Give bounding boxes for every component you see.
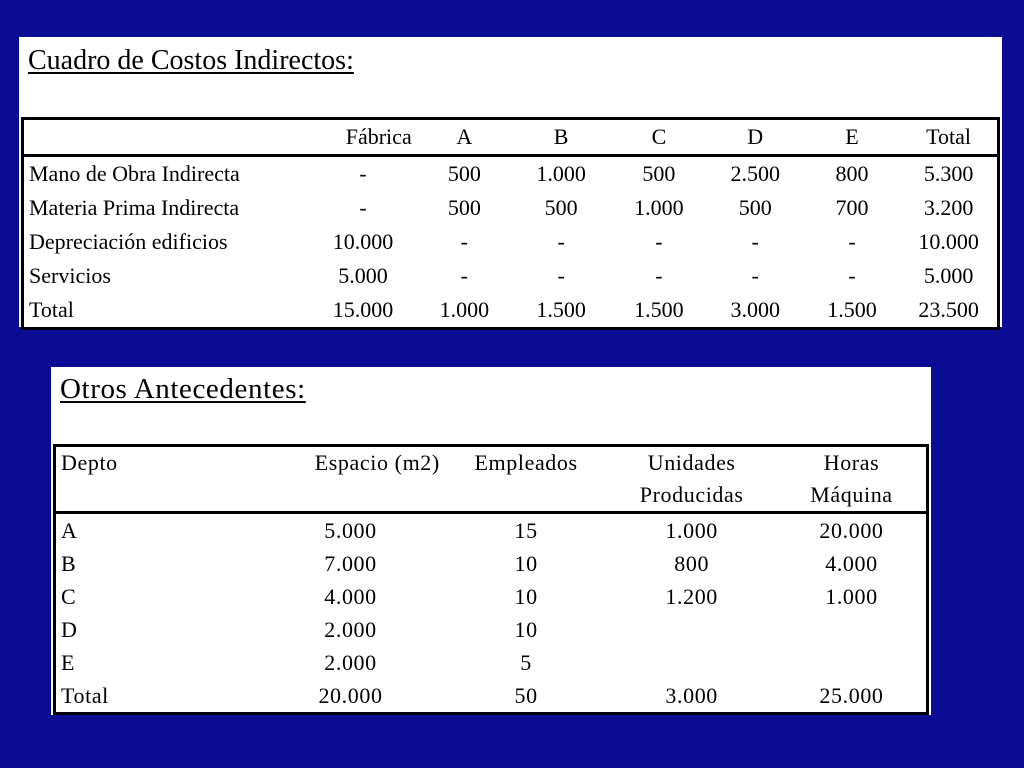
header-cell: B — [511, 119, 611, 156]
row-label: B — [61, 551, 77, 576]
otros-antecedentes-panel — [51, 367, 931, 715]
row-label: Total — [29, 297, 74, 322]
header-cell: C — [611, 119, 706, 156]
cuadro-costos-title: Cuadro de Costos Indirectos: — [28, 45, 354, 76]
header-cell: E — [804, 119, 900, 156]
table-cell: 4.000 — [324, 584, 377, 609]
table-cell: 800 — [674, 551, 710, 576]
table-cell — [777, 613, 928, 646]
table-header-row — [55, 479, 928, 513]
table-row — [55, 547, 928, 580]
table-cell: - — [751, 229, 759, 254]
row-label: Materia Prima Indirecta — [29, 195, 240, 220]
table-total-row — [23, 293, 999, 329]
table-cell: - — [751, 263, 759, 288]
row-label: C — [61, 584, 77, 609]
table-cell: - — [848, 263, 856, 288]
table-cell: 800 — [835, 161, 869, 186]
table-cell: - — [460, 229, 468, 254]
table-cell: 7.000 — [324, 551, 377, 576]
table-cell: - — [359, 195, 367, 220]
table-cell — [606, 613, 777, 646]
table-cell: 1.500 — [634, 297, 684, 322]
table-cell: 1.000 — [439, 297, 490, 322]
table-cell — [606, 646, 777, 679]
table-cell: - — [557, 229, 565, 254]
table-header-row — [23, 119, 999, 156]
table-cell: 5.000 — [324, 518, 377, 543]
header-cell: Fábrica — [308, 119, 417, 156]
header-cell: Total — [900, 119, 998, 156]
table-row — [55, 613, 928, 646]
header-cell: Máquina — [777, 479, 928, 513]
table-cell: 500 — [447, 195, 481, 220]
table-cell: 700 — [835, 195, 869, 220]
header-cell — [23, 119, 309, 156]
table-row — [55, 513, 928, 548]
table-cell: 1.500 — [827, 297, 877, 322]
table-cell: 2.000 — [324, 617, 377, 642]
table-cell: 5.000 — [338, 263, 388, 288]
header-cell: Producidas — [606, 479, 777, 513]
table-cell: - — [557, 263, 565, 288]
table-row — [23, 259, 999, 293]
table-cell: - — [460, 263, 468, 288]
table-cell: - — [359, 161, 367, 186]
cuadro-costos-table — [21, 117, 1000, 330]
table-row — [23, 191, 999, 225]
row-label: A — [61, 518, 78, 543]
table-cell: 3.000 — [730, 297, 780, 322]
row-label: E — [61, 650, 76, 675]
table-cell: 10.000 — [918, 229, 979, 254]
header-cell: D — [707, 119, 804, 156]
table-row — [55, 646, 928, 679]
cuadro-costos-panel — [19, 37, 1002, 327]
table-cell: 1.000 — [665, 518, 718, 543]
otros-antecedentes-title: Otros Antecedentes: — [60, 373, 306, 405]
header-cell: Unidades — [647, 450, 736, 475]
header-cell — [55, 479, 256, 513]
table-total-row — [55, 679, 928, 714]
table-cell: 23.500 — [918, 297, 979, 322]
table-cell: 500 — [642, 161, 676, 186]
table-cell: 1.000 — [825, 584, 878, 609]
table-cell: 50 — [514, 683, 538, 708]
header-cell — [446, 479, 607, 513]
table-cell: 15.000 — [332, 297, 394, 322]
table-cell: 500 — [544, 195, 578, 220]
table-cell: 1.000 — [634, 195, 684, 220]
row-label: Total — [61, 683, 109, 708]
header-cell — [255, 479, 446, 513]
table-cell: 4.000 — [825, 551, 878, 576]
table-cell: 20.000 — [819, 518, 884, 543]
table-cell — [777, 646, 928, 679]
table-cell: 10 — [514, 551, 538, 576]
table-cell: 10 — [514, 617, 538, 642]
header-cell: Depto — [61, 450, 118, 475]
table-cell: - — [848, 229, 856, 254]
table-cell: 5.000 — [923, 263, 974, 288]
table-cell: 2.500 — [730, 161, 780, 186]
table-cell: 500 — [738, 195, 772, 220]
table-row — [55, 580, 928, 613]
header-cell: A — [418, 119, 511, 156]
table-cell: 5.300 — [923, 161, 974, 186]
table-cell: 10.000 — [332, 229, 394, 254]
table-header-row — [55, 446, 928, 480]
row-label: D — [61, 617, 78, 642]
row-label: Servicios — [29, 263, 111, 288]
table-row — [23, 156, 999, 192]
table-cell: 3.000 — [665, 683, 718, 708]
header-cell: Horas — [823, 450, 880, 475]
table-cell: 1.200 — [665, 584, 718, 609]
table-row — [23, 225, 999, 259]
table-cell: 1.500 — [536, 297, 586, 322]
table-cell: 1.000 — [536, 161, 586, 186]
row-label: Depreciación edificios — [29, 229, 228, 254]
header-cell: Empleados — [474, 450, 578, 475]
table-cell: 10 — [514, 584, 538, 609]
table-cell: 500 — [447, 161, 481, 186]
row-label: Mano de Obra Indirecta — [29, 161, 240, 186]
table-cell: 5 — [520, 650, 532, 675]
table-cell: 20.000 — [318, 683, 383, 708]
otros-antecedentes-table — [53, 444, 929, 715]
table-cell: 15 — [514, 518, 538, 543]
table-cell: 3.200 — [923, 195, 974, 220]
table-cell: 25.000 — [819, 683, 884, 708]
table-cell: - — [655, 263, 663, 288]
table-cell: 2.000 — [324, 650, 377, 675]
header-cell: Espacio (m2) — [314, 450, 440, 475]
table-cell: - — [655, 229, 663, 254]
